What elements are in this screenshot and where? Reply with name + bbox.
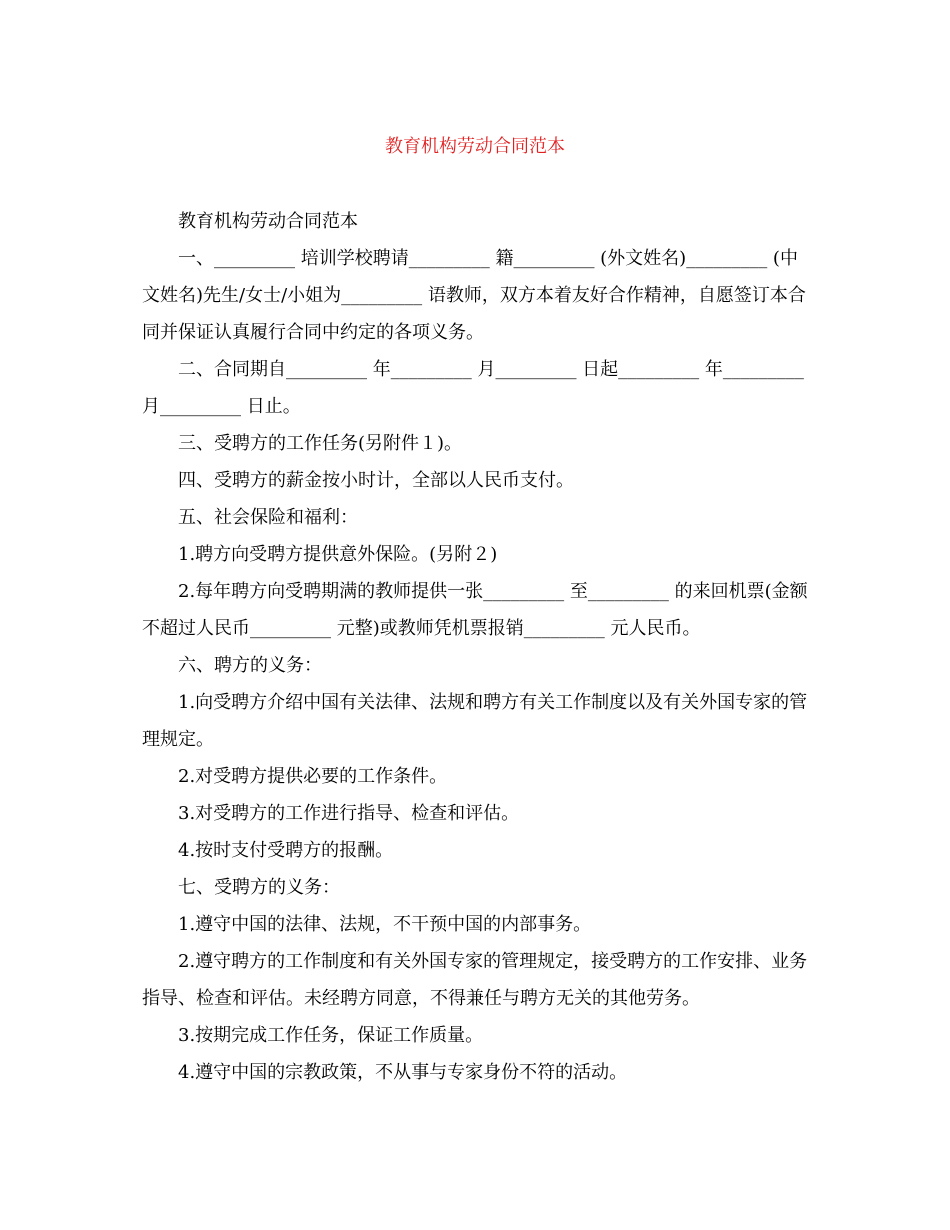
document-title: 教育机构劳动合同范本 [385, 136, 565, 157]
clause-6-heading: 六、聘方的义务： [178, 655, 322, 676]
paragraph-heading: 教育机构劳动合同范本 [178, 211, 358, 232]
clause-7-heading: 七、受聘方的义务： [178, 877, 340, 898]
clause-5-item-1: 1.聘方向受聘方提供意外保险。(另附２) [178, 544, 498, 565]
clause-5-heading: 五、社会保险和福利： [178, 507, 358, 528]
clause-6-item-3: 3.对受聘方的工作进行指导、检查和评估。 [178, 803, 520, 824]
clause-7-item-4: 4.遵守中国的宗教政策，不从事与专家身份不符的活动。 [178, 1062, 628, 1083]
clause-7-item-1: 1.遵守中国的法律、法规，不干预中国的内部事务。 [178, 914, 592, 935]
clause-6-item-1: 1.向受聘方介绍中国有关法律、法规和聘方有关工作制度以及有关外国专家的管理规定。 [142, 692, 808, 750]
clause-3-paragraph: 三、受聘方的工作任务(另附件１)。 [178, 433, 463, 454]
document-body [142, 203, 814, 1091]
clause-6-item-4: 4.按时支付受聘方的报酬。 [178, 840, 394, 861]
clause-7-item-3: 3.按期完成工作任务，保证工作质量。 [178, 1025, 484, 1046]
clause-6-item-2: 2.对受聘方提供必要的工作条件。 [178, 766, 448, 787]
clause-7-item-2: 2.遵守聘方的工作制度和有关外国专家的管理规定，接受聘方的工作安排、业务指导、检查和评估。未经聘方同意，不得兼任与聘方无关的其他劳务。 [142, 951, 808, 1009]
clause-4-paragraph: 四、受聘方的薪金按小时计，全部以人民币支付。 [178, 470, 574, 491]
clause-1-paragraph: 一、_________ 培训学校聘请_________ 籍_________ (外文姓名)_________ (中文姓名)先生/女士/小姐为_________ 语教师，双方本着友好合作精神，自愿签订本合同并保证认真履行合同中约定的各项义务。 [142, 248, 806, 343]
clause-2-paragraph: 二、合同期自_________ 年_________ 月_________ 日起_________ 年_________ 月_________ 日止。 [142, 359, 810, 417]
clause-5-item-2: 2.每年聘方向受聘期满的教师提供一张_________ 至_________ 的来回机票(金额不超过人民币_________ 元整)或教师凭机票报销_________ 元人民币。 [142, 581, 808, 639]
